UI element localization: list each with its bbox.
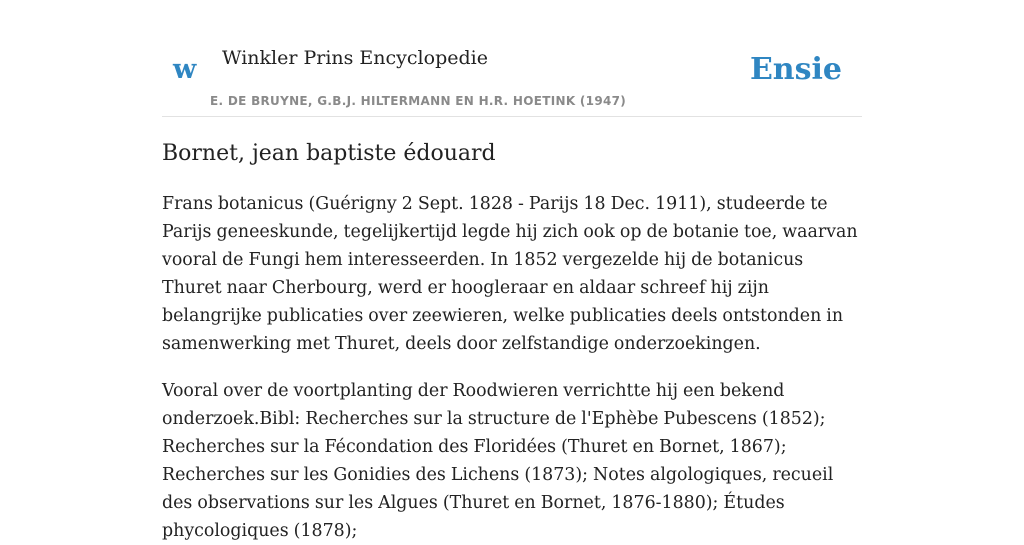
ensie-logo-link[interactable]: Ensie	[749, 52, 842, 87]
source-authors: E. DE BRUYNE, G.B.J. HILTERMANN EN H.R. HOETINK (1947)	[210, 94, 627, 108]
source-title-link[interactable]: Winkler Prins Encyclopedie	[222, 47, 488, 69]
article-paragraph: Vooral over de voortplanting der Roodwieren verrichtte hij een bekend onderzoek.Bibl: Recherches sur la structure de l'Ephèbe Pubescens (1852); Recherches sur la Fécondation des Floridées (Thuret en Bornet, 1867); Recherches sur les Gonidies des Lichens (1873); Notes algologiques, recueil des observations sur les Algues (Thuret en Bornet, 1876-1880); Études phycologiques (1878);	[162, 381, 834, 541]
article-paragraph: Frans botanicus (Guérigny 2 Sept. 1828 - Parijs 18 Dec. 1911), studeerde te Parijs geneeskunde, tegelijkertijd legde hij zich ook op de botanie toe, waarvan vooral de Fungi hem interesseerden. In 1852 vergezelde hij de botanicus Thuret naar Cherbourg, werd er hoogleraar en aldaar schreef hij zijn belangrijke publicaties over zeewieren, welke publicaties deels ontstonden in samenwerking met Thuret, deels door zelfstandige onderzoekingen.	[162, 194, 858, 354]
entry-title: Bornet, jean baptiste édouard	[162, 141, 496, 166]
source-header	[162, 0, 862, 117]
source-logo-icon[interactable]: w	[173, 54, 197, 85]
article-content	[162, 138, 862, 545]
